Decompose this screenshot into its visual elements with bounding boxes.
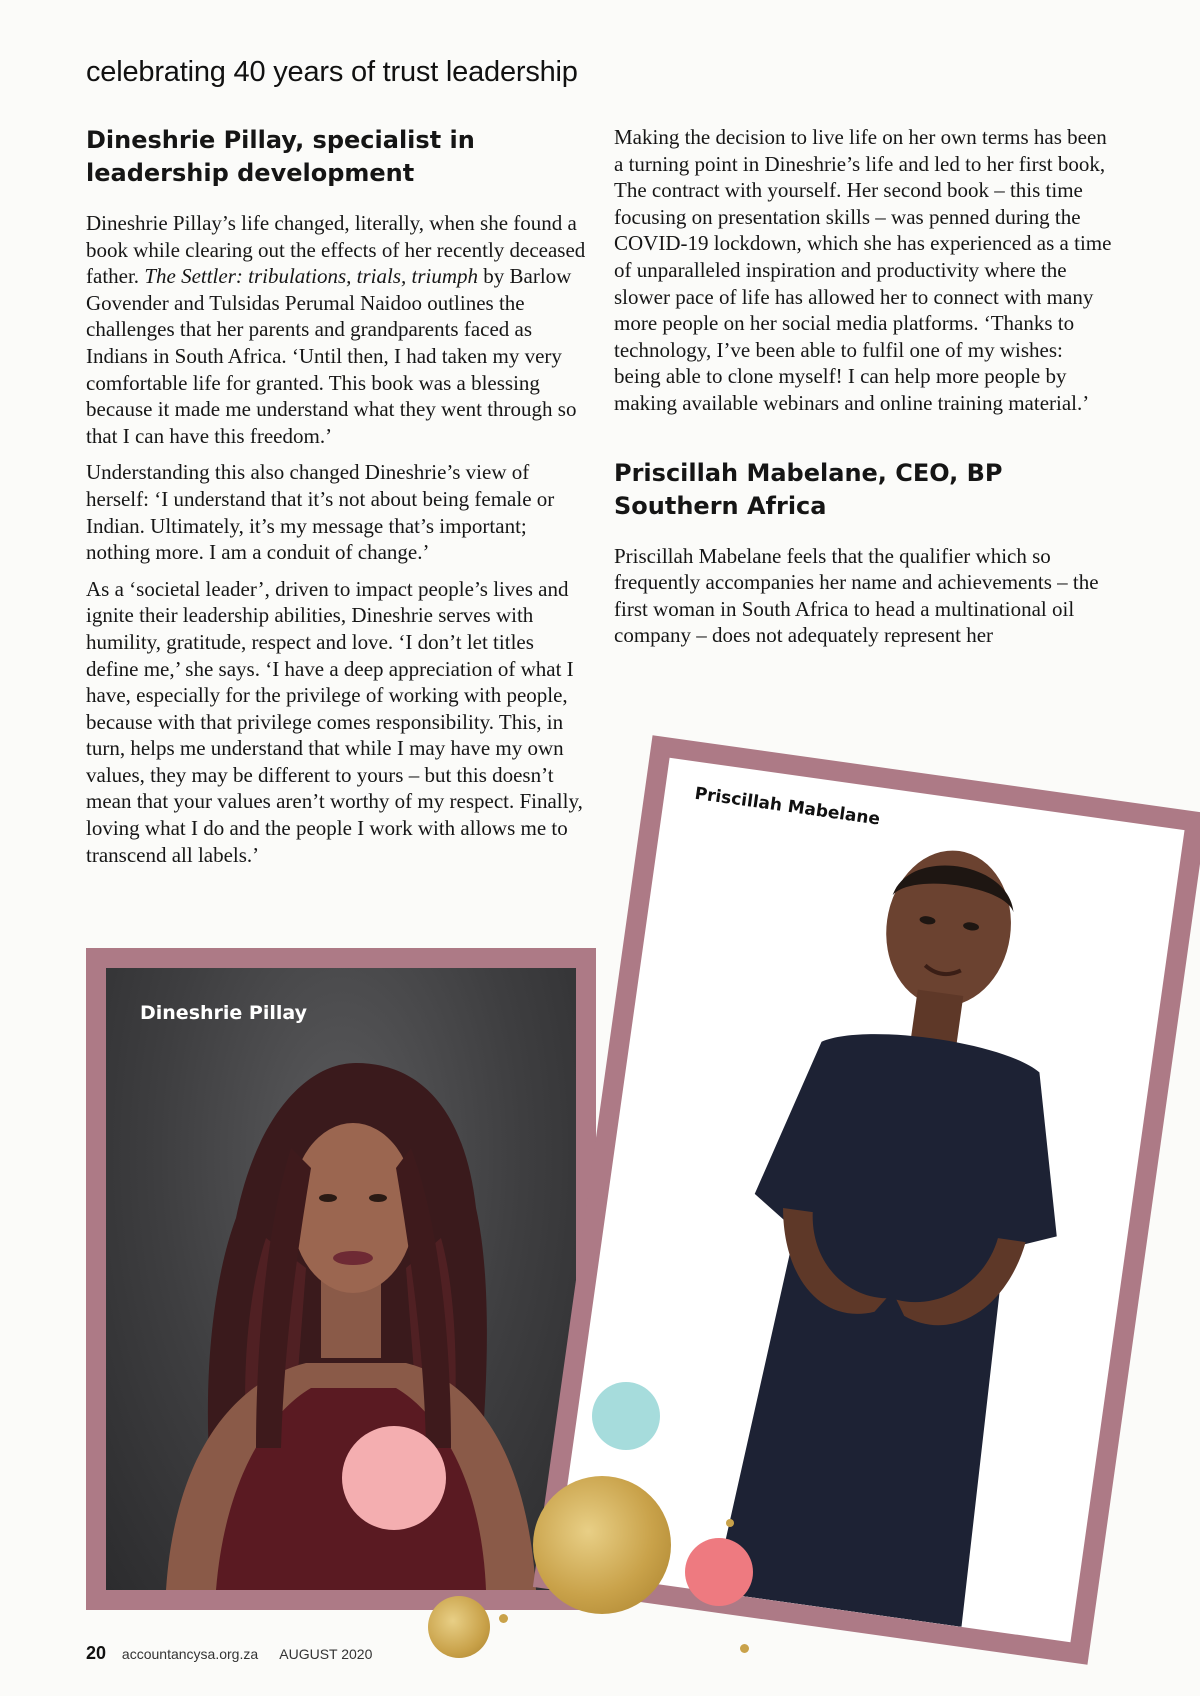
decorative-dot-gold-large (533, 1476, 671, 1614)
article-paragraph: Priscillah Mabelane feels that the qualifier which so frequently accompanies her name and achievements – the first woman in South Africa to head a multinational oil company – does not adequately represent her (614, 543, 1099, 648)
page-number: 20 (86, 1643, 107, 1663)
paragraph-text: by Barlow Govender and Tulsidas Perumal Naidoo outlines the challenges that her parents and grandparents faced as Indians in South Africa. ‘Until then, I had taken my very comfortable life for granted. This book was a blessing because it made me understand what they went through so that I can have this freedom.’ (86, 264, 577, 448)
right-column (614, 124, 1114, 659)
photo-frame-pillay (86, 948, 596, 1610)
paragraph-text: Dineshrie Pillay’s life changed, literally, when she found a book while clearing out the effects of her recently deceased father. (86, 211, 586, 289)
article-paragraph (86, 210, 586, 449)
decorative-dot-gold-tiny (726, 1519, 734, 1527)
left-column (86, 124, 586, 878)
page-footer (86, 1643, 372, 1664)
book-title: The Settler: tribulations, trials, triumph (144, 264, 478, 289)
decorative-dot-gold-tiny (740, 1644, 749, 1653)
article-paragraph: Making the decision to live life on her own terms has been a turning point in Dineshrie’s life and led to her first book, The contract with yourself. Her second book – this time focusing on presentation skills – was penned during the COVID-19 lockdown, which she has experienced as a time of unparalleled inspiration and productivity where the slower pace of life has allowed her to connect with many more people on her social media platforms. ‘Thanks to technology, I’ve been able to fulfil one of my wishes: being able to clone myself! I can help more people by making available webinars and online training material.’ (614, 125, 1112, 415)
portrait-photo-pillay (106, 968, 576, 1590)
decorative-dot-gold-tiny (499, 1614, 508, 1623)
decorative-dot-pink (342, 1426, 446, 1530)
article-paragraph: As a ‘societal leader’, driven to impact people’s lives and ignite their leadership abilities, Dineshrie serves with humility, gratitude, respect and love. ‘I don’t let titles define me,’ she says. ‘I have a deep appreciation of what I have, especially for the privilege of working with people, because with that privilege comes responsibility. This, in turn, helps me understand that while I may have my own values, they may be different to yours – but this doesn’t mean that your values aren’t worthy of my respect. Finally, loving what I do and the people I work with allows me to transcend all labels.’ (86, 576, 583, 867)
article-heading-pillay: Dineshrie Pillay, specialist in leadership development (86, 126, 475, 187)
decorative-dot-coral (685, 1538, 753, 1606)
photo-caption-mabelane: Priscillah Mabelane (693, 783, 882, 830)
decorative-dot-teal (592, 1382, 660, 1450)
photo-caption-pillay: Dineshrie Pillay (140, 1002, 308, 1024)
portrait-illustration (106, 968, 576, 1590)
decorative-dot-gold-small (428, 1596, 490, 1658)
footer-website: accountancysa.org.za (121, 1646, 259, 1662)
article-heading-mabelane: Priscillah Mabelane, CEO, BP Southern Africa (614, 458, 1003, 520)
section-title: celebrating 40 years of trust leadership (86, 56, 578, 88)
footer-issue-date: AUGUST 2020 (279, 1646, 373, 1662)
article-paragraph: Understanding this also changed Dineshrie’s view of herself: ‘I understand that it’s not about being female or Indian. Ultimately, it’s my message that’s important; nothing more. I am a conduit of change.’ (86, 460, 555, 565)
